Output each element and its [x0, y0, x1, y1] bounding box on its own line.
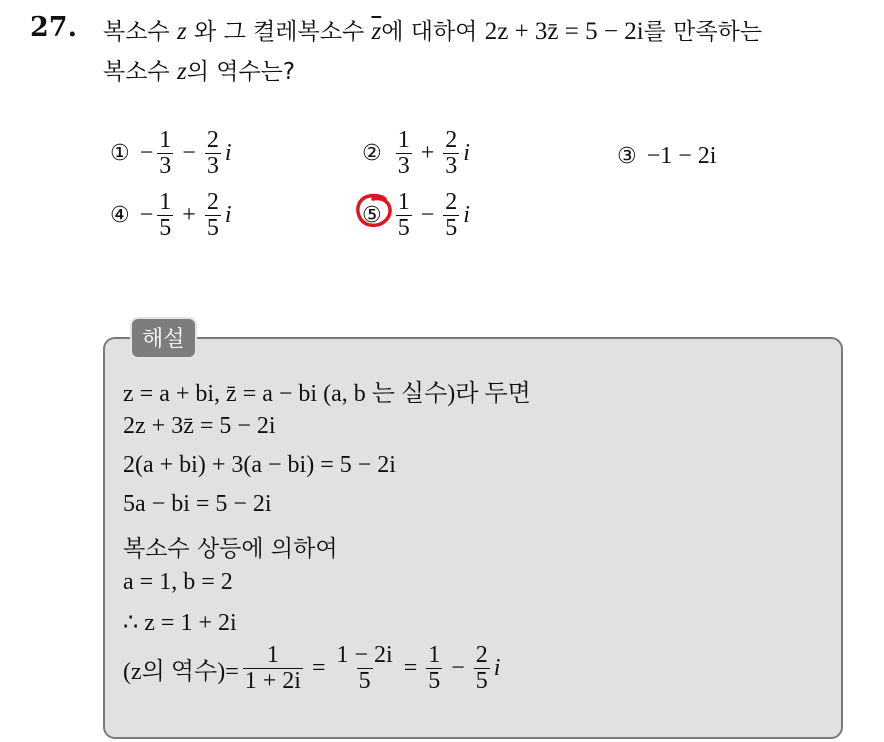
- variable-z: z: [176, 58, 187, 85]
- imaginary-unit: i: [224, 140, 232, 167]
- solution-line-2: 2z + 3z̄ = 5 − 2i: [123, 413, 276, 439]
- imaginary-unit: i: [463, 140, 470, 167]
- fraction: $\frac{2}{3}$: [206, 127, 219, 180]
- equals-sign: =: [311, 655, 326, 682]
- fraction: $\frac{2}{5}$: [475, 642, 488, 695]
- reciprocal-label: (z의 역수)=: [123, 659, 239, 686]
- solution-line-1: z = a + bi, z̄ = a − bi (a, b 는 실수)라 두면: [123, 381, 531, 407]
- choice-text: −1 − 2i: [646, 143, 717, 169]
- solution-tag: 해설: [130, 317, 197, 359]
- fraction: $\frac{1 - 2i}{5}$: [336, 642, 393, 695]
- operator: −: [182, 140, 196, 167]
- operator: −: [451, 655, 465, 682]
- solution-line-8: [123, 643, 500, 694]
- question-text: 복소수: [103, 59, 177, 85]
- fraction: $\frac{2}{5}$: [445, 189, 458, 242]
- solution-line-3: 2(a + bi) + 3(a − bi) = 5 − 2i: [123, 452, 396, 478]
- imaginary-unit: i: [463, 202, 470, 229]
- question-text: 에 대하여: [381, 19, 485, 45]
- fraction: $\frac{2}{3}$: [445, 127, 458, 180]
- choice-1[interactable]: [110, 128, 232, 179]
- choice-3[interactable]: [617, 143, 716, 170]
- operator: +: [182, 202, 196, 229]
- solution-line-4: 5a − bi = 5 − 2i: [123, 491, 272, 517]
- fraction: $\frac{1}{3}$: [159, 127, 172, 180]
- question-line-2: [103, 53, 295, 86]
- fraction: $\frac{1}{3}$: [397, 127, 410, 180]
- choice-number: ⑤: [362, 203, 382, 229]
- question-line-1: [103, 13, 762, 46]
- choice-number: ②: [362, 141, 382, 167]
- question-text: 와 그 켤레복소수: [186, 19, 372, 45]
- operator: −: [420, 202, 435, 229]
- imaginary-unit: i: [224, 202, 232, 229]
- choice-number: ③: [617, 144, 637, 169]
- answer-circle-mark: [355, 193, 395, 229]
- choice-4[interactable]: [110, 190, 232, 241]
- sign: −: [139, 140, 154, 167]
- solution-line-6: a = 1, b = 2: [123, 569, 233, 595]
- fraction: $\frac{1}{1 + 2i}$: [244, 642, 301, 695]
- sign: −: [139, 202, 154, 229]
- fraction: $\frac{1}{5}$: [428, 642, 441, 695]
- choice-2[interactable]: [362, 128, 470, 179]
- solution-line-7: ∴ z = 1 + 2i: [123, 610, 237, 636]
- choice-number: ①: [110, 141, 130, 167]
- variable-z-conjugate: $\overline{z}$: [371, 18, 382, 45]
- choice-number: ④: [110, 203, 130, 229]
- question-text: 의 역수는?: [186, 59, 296, 85]
- question-number: 27.: [30, 12, 77, 43]
- imaginary-unit: i: [493, 655, 501, 682]
- question-text: 복소수: [103, 19, 177, 45]
- solution-line-5: 복소수 상등에 의하여: [123, 536, 338, 562]
- variable-z: z: [176, 18, 187, 45]
- operator: +: [420, 140, 435, 167]
- fraction: $\frac{1}{5}$: [159, 189, 172, 242]
- equals-sign: =: [403, 655, 418, 682]
- question-text: 를 만족하는: [643, 19, 763, 45]
- fraction: $\frac{2}{5}$: [206, 189, 219, 242]
- question-equation: 2z + 3z̄ = 5 − 2i: [484, 18, 644, 45]
- fraction: $\frac{1}{5}$: [397, 189, 410, 242]
